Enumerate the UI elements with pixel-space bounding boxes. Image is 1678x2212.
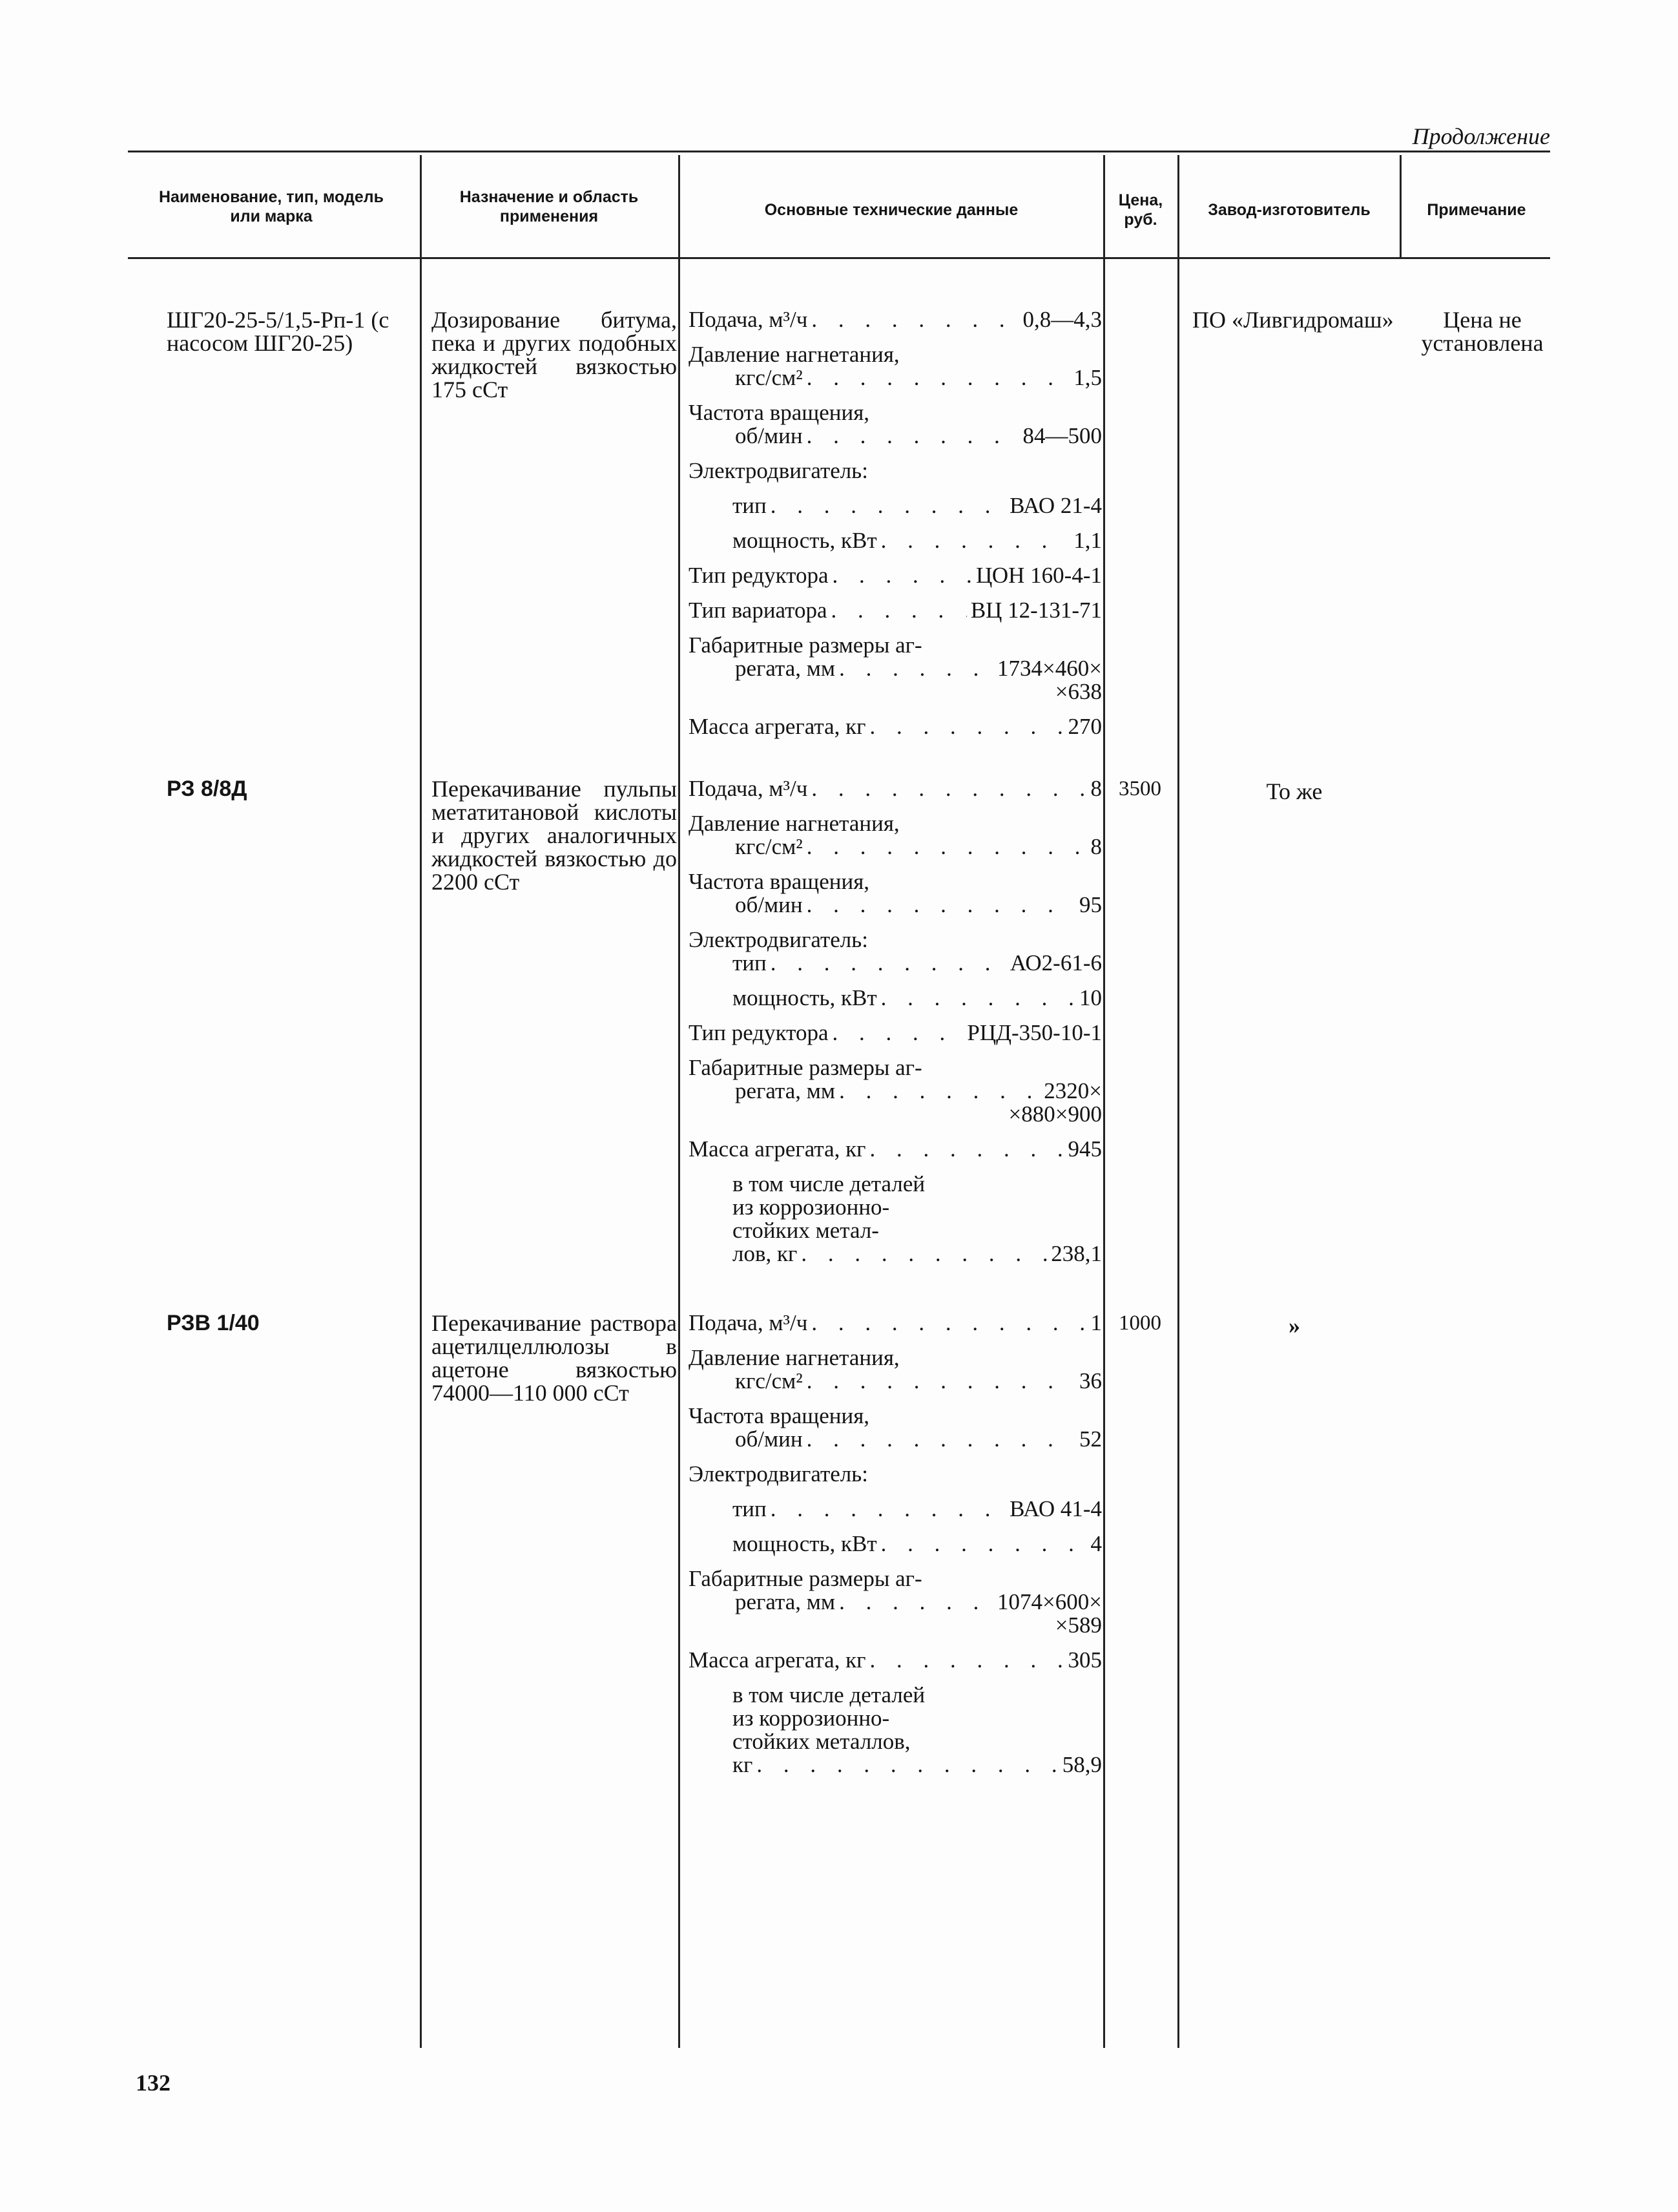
column-divider-3 bbox=[1103, 155, 1105, 2048]
spec-dims: регата, мм . . . 1074×600× bbox=[689, 1591, 1102, 1614]
header-note: Примечание bbox=[1427, 201, 1526, 219]
spec-pressure: кгс/см² . . . 1,5 bbox=[689, 366, 1102, 390]
column-divider-1 bbox=[420, 155, 422, 2048]
spec-incl-label-2: из коррозионно- bbox=[732, 1195, 890, 1220]
spec-incl: лов, кг . . . 238,1 bbox=[689, 1242, 1102, 1266]
spec-incl-label-3: стойких металлов, bbox=[732, 1729, 911, 1754]
spec-motor-label: Электродвигатель: bbox=[689, 927, 868, 952]
row-3-specs bbox=[689, 1311, 1102, 1777]
spec-dims-label: Габаритные размеры аг- bbox=[689, 1055, 922, 1080]
spec-motor-power: мощность, кВт . . . 4 bbox=[689, 1532, 1102, 1556]
continuation-label: Продолжение bbox=[1412, 123, 1550, 149]
spec-pressure: кгс/см² . . . 8 bbox=[689, 835, 1102, 859]
row-3-name: РЗВ 1/40 bbox=[167, 1311, 260, 1335]
spec-dims-cont: ×638 bbox=[1055, 679, 1102, 704]
row-2-maker: То же bbox=[1266, 778, 1323, 804]
header-price: Цена, руб. bbox=[1118, 191, 1163, 229]
spec-pressure-label: Давление нагнетания, bbox=[689, 1345, 900, 1370]
spec-feed: Подача, м³/ч . . . 0,8—4,3 bbox=[689, 308, 1102, 331]
spec-incl-label-3: стойких метал- bbox=[732, 1218, 879, 1243]
spec-speed-label: Частота вращения, bbox=[689, 1403, 870, 1428]
spec-speed-label: Частота вращения, bbox=[689, 400, 870, 425]
row-2-purpose: Перекачивание пульпы метатитановой кислоты и других аналогичных жидкостей вязкостью до 2200 сСт bbox=[431, 776, 677, 895]
row-2-specs bbox=[689, 777, 1102, 1266]
table-top-rule bbox=[128, 151, 1550, 152]
spec-speed: об/мин . . . 52 bbox=[689, 1428, 1102, 1451]
spec-dims-label: Габаритные размеры аг- bbox=[689, 1566, 922, 1591]
header-bottom-rule bbox=[128, 257, 1550, 259]
spec-incl-label-1: в том числе деталей bbox=[732, 1682, 926, 1707]
row-1-specs bbox=[689, 308, 1102, 738]
spec-incl-label-1: в том числе деталей bbox=[732, 1171, 926, 1196]
row-3-maker: » bbox=[1289, 1313, 1300, 1339]
spec-motor-type: тип . . . ВАО 41-4 bbox=[689, 1497, 1102, 1521]
header-maker: Завод-изготовитель bbox=[1208, 201, 1371, 219]
spec-mass: Масса агрегата, кг . . . 270 bbox=[689, 715, 1102, 738]
page-number: 132 bbox=[136, 2070, 171, 2096]
spec-motor-type: тип . . . ВАО 21-4 bbox=[689, 494, 1102, 517]
spec-feed: Подача, м³/ч . . . 8 bbox=[689, 777, 1102, 800]
column-divider-5 bbox=[1400, 155, 1402, 258]
spec-mass: Масса агрегата, кг . . . 945 bbox=[689, 1138, 1102, 1161]
spec-motor-label: Электродвигатель: bbox=[689, 458, 868, 483]
row-1-name: ШГ20-25-5/1,5-Рп-1 (с насосом ШГ20-25) bbox=[167, 307, 389, 356]
spec-incl: кг . . . 58,9 bbox=[689, 1753, 1102, 1777]
spec-speed: об/мин . . . 84—500 bbox=[689, 424, 1102, 448]
spec-reducer: Тип редуктора . . . ЦОН 160-4-1 bbox=[689, 564, 1102, 587]
spec-speed: об/мин . . . 95 bbox=[689, 893, 1102, 917]
spec-reducer: Тип редуктора . . . РЦД-350-10-1 bbox=[689, 1021, 1102, 1045]
column-divider-2 bbox=[678, 155, 680, 2048]
spec-feed: Подача, м³/ч . . . 1 bbox=[689, 1311, 1102, 1335]
row-2-price: 3500 bbox=[1119, 777, 1161, 800]
row-3-purpose: Перекачивание раствора ацетилцеллюлозы в ацетоне вязкостью 74000—110 000 сСт bbox=[431, 1310, 677, 1406]
spec-dims: регата, мм . . . 2320× bbox=[689, 1080, 1102, 1103]
spec-dims: регата, мм . . . 1734×460× bbox=[689, 657, 1102, 680]
spec-mass: Масса агрегата, кг . . . 305 bbox=[689, 1649, 1102, 1672]
spec-pressure-label: Давление нагнетания, bbox=[689, 811, 900, 836]
spec-pressure: кгс/см² . . . 36 bbox=[689, 1370, 1102, 1393]
header-specs: Основные технические данные bbox=[764, 201, 1019, 219]
row-1-note: Цена не установлена bbox=[1421, 307, 1544, 356]
spec-dims-cont: ×880×900 bbox=[1008, 1101, 1102, 1127]
spec-motor-power: мощность, кВт . . . 1,1 bbox=[689, 529, 1102, 552]
row-2-name: РЗ 8/8Д bbox=[167, 777, 247, 801]
row-1-purpose: Дозирование битума, пека и других подобных жидкостей вязкостью 175 сСт bbox=[431, 307, 677, 402]
spec-motor-label: Электродвигатель: bbox=[689, 1461, 868, 1487]
header-purpose: Назначение и область применения bbox=[459, 188, 639, 225]
spec-pressure-label: Давление нагнетания, bbox=[689, 342, 900, 367]
spec-dims-cont: ×589 bbox=[1055, 1612, 1102, 1638]
spec-variator: Тип вариатора . . . ВЦ 12-131-71 bbox=[689, 599, 1102, 622]
header-name: Наименование, тип, модель или марка bbox=[158, 188, 384, 225]
spec-motor-power: мощность, кВт . . . 10 bbox=[689, 986, 1102, 1010]
spec-speed-label: Частота вращения, bbox=[689, 869, 870, 894]
spec-motor-type: тип . . . АО2-61-6 bbox=[689, 952, 1102, 975]
spec-dims-label: Габаритные размеры аг- bbox=[689, 632, 922, 658]
row-3-price: 1000 bbox=[1119, 1311, 1161, 1335]
column-divider-4 bbox=[1177, 155, 1179, 2048]
spec-incl-label-2: из коррозионно- bbox=[732, 1706, 890, 1731]
row-1-maker: ПО «Ливгидромаш» bbox=[1192, 307, 1394, 333]
